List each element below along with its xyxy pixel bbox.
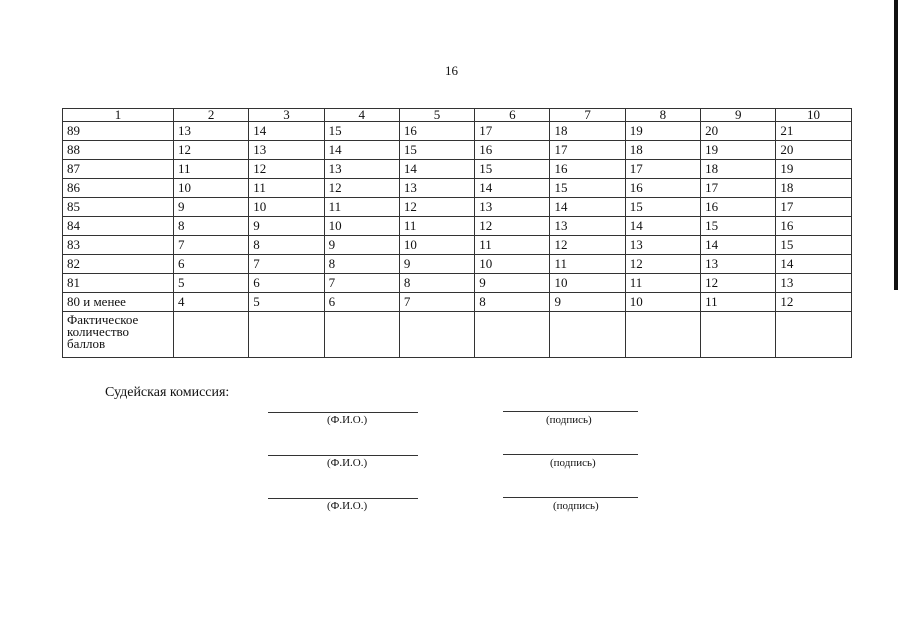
table-row [63,255,852,274]
table-cell: 13 [399,179,474,198]
table-cell: 15 [475,160,550,179]
table-cell: 9 [249,217,324,236]
table-cell: 15 [399,141,474,160]
table-cell: 6 [174,255,249,274]
score-table [62,108,852,358]
score-entry-cell[interactable] [249,312,324,358]
table-cell: 11 [625,274,700,293]
table-cell: 19 [625,122,700,141]
table-cell: 17 [550,141,625,160]
row-label-cell: 83 [63,236,174,255]
table-cell: 11 [475,236,550,255]
table-header-row [63,109,852,122]
table-cell: 5 [174,274,249,293]
signature-line [503,454,638,455]
table-cell: 10 [475,255,550,274]
score-entry-cell[interactable] [625,312,700,358]
table-cell: 10 [399,236,474,255]
table-cell: 12 [550,236,625,255]
score-entry-cell[interactable] [550,312,625,358]
table-cell: 17 [701,179,776,198]
table-cell: 11 [324,198,399,217]
table-cell: 8 [324,255,399,274]
table-cell: 13 [701,255,776,274]
table-cell: 11 [249,179,324,198]
signature-caption: (подпись) [546,414,592,426]
table-cell: 10 [249,198,324,217]
table-cell: 12 [475,217,550,236]
table-cell: 14 [324,141,399,160]
table-row [63,122,852,141]
row-label-cell: 89 [63,122,174,141]
name-line [268,498,418,499]
table-cell: 14 [776,255,851,274]
table-cell: 16 [399,122,474,141]
table-cell: 13 [249,141,324,160]
table-cell: 7 [399,293,474,312]
table-cell: 6 [324,293,399,312]
table-cell: 13 [324,160,399,179]
signature-caption: (подпись) [550,457,596,469]
table-row [63,217,852,236]
table-cell: 7 [324,274,399,293]
table-cell: 12 [324,179,399,198]
table-cell: 14 [249,122,324,141]
table-row [63,198,852,217]
table-cell: 8 [399,274,474,293]
row-label-cell: 80 и менее [63,293,174,312]
table-cell: 4 [174,293,249,312]
table-cell: 18 [550,122,625,141]
table-cell: 15 [625,198,700,217]
column-header: 8 [625,109,700,122]
row-label-cell: 88 [63,141,174,160]
table-cell: 14 [625,217,700,236]
table-cell: 14 [701,236,776,255]
table-row [63,236,852,255]
table-cell: 12 [776,293,851,312]
row-label-cell: 87 [63,160,174,179]
name-caption: (Ф.И.О.) [327,414,368,426]
table-cell: 10 [324,217,399,236]
table-cell: 12 [249,160,324,179]
table-cell: 11 [701,293,776,312]
table-cell: 17 [475,122,550,141]
actual-score-label: Фактическое количество баллов [63,312,174,358]
table-cell: 16 [550,160,625,179]
column-header: 6 [475,109,550,122]
table-cell: 15 [776,236,851,255]
table-cell: 8 [174,217,249,236]
table-cell: 12 [174,141,249,160]
name-caption: (Ф.И.О.) [327,500,368,512]
table-cell: 5 [249,293,324,312]
table-cell: 16 [701,198,776,217]
table-cell: 16 [625,179,700,198]
table-row [63,160,852,179]
table-cell: 10 [550,274,625,293]
table-cell: 12 [701,274,776,293]
table-cell: 7 [249,255,324,274]
actual-score-row [63,312,852,358]
table-cell: 13 [475,198,550,217]
table-cell: 18 [701,160,776,179]
table-body [63,122,852,358]
table-cell: 19 [701,141,776,160]
table-cell: 13 [776,274,851,293]
score-entry-cell[interactable] [399,312,474,358]
column-header: 3 [249,109,324,122]
score-entry-cell[interactable] [475,312,550,358]
score-entry-cell[interactable] [776,312,851,358]
table-cell: 18 [776,179,851,198]
table-cell: 11 [399,217,474,236]
column-header: 10 [776,109,851,122]
name-line [268,412,418,413]
table-cell: 15 [550,179,625,198]
table-cell: 6 [249,274,324,293]
table-cell: 9 [550,293,625,312]
table-row [63,274,852,293]
table-cell: 11 [550,255,625,274]
table-cell: 10 [174,179,249,198]
table-cell: 11 [174,160,249,179]
row-label-cell: 85 [63,198,174,217]
table-cell: 9 [324,236,399,255]
table-cell: 8 [475,293,550,312]
table-cell: 13 [625,236,700,255]
table-cell: 7 [174,236,249,255]
name-caption: (Ф.И.О.) [327,457,368,469]
table-cell: 10 [625,293,700,312]
table-cell: 15 [701,217,776,236]
table-cell: 13 [550,217,625,236]
commission-label: Судейская комиссия: [105,385,230,400]
column-header: 5 [399,109,474,122]
table-cell: 14 [399,160,474,179]
row-label-cell: 84 [63,217,174,236]
table-cell: 9 [475,274,550,293]
column-header: 2 [174,109,249,122]
signature-caption: (подпись) [553,500,599,512]
table-cell: 8 [249,236,324,255]
table-cell: 21 [776,122,851,141]
table-row [63,141,852,160]
table-cell: 14 [475,179,550,198]
row-label-cell: 81 [63,274,174,293]
row-label-cell: 82 [63,255,174,274]
table-cell: 12 [399,198,474,217]
row-label-cell: 86 [63,179,174,198]
table-cell: 16 [475,141,550,160]
table-cell: 17 [625,160,700,179]
score-entry-cell[interactable] [701,312,776,358]
column-header: 9 [701,109,776,122]
table-cell: 17 [776,198,851,217]
table-row [63,293,852,312]
score-entry-cell[interactable] [174,312,249,358]
table-cell: 15 [324,122,399,141]
page-edge-bar [894,0,898,290]
table-cell: 12 [625,255,700,274]
page-number: 16 [445,63,458,78]
score-entry-cell[interactable] [324,312,399,358]
table-cell: 20 [776,141,851,160]
table-cell: 16 [776,217,851,236]
column-header: 7 [550,109,625,122]
table-cell: 19 [776,160,851,179]
column-header: 4 [324,109,399,122]
table-cell: 9 [174,198,249,217]
table-cell: 13 [174,122,249,141]
signature-line [503,411,638,412]
table-cell: 9 [399,255,474,274]
table-cell: 14 [550,198,625,217]
name-line [268,455,418,456]
table-row [63,179,852,198]
table-cell: 20 [701,122,776,141]
column-header: 1 [63,109,174,122]
signature-line [503,497,638,498]
table-cell: 18 [625,141,700,160]
